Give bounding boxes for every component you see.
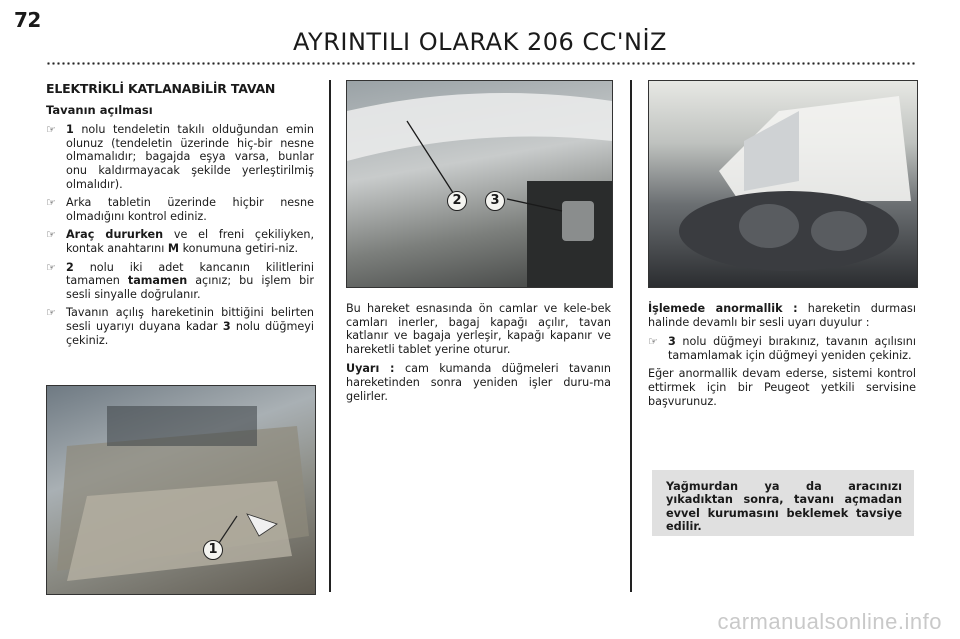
warning-text: cam kumanda düğmeleri tavanın hareketinden sonra yeniden işler duru-ma gelirler. xyxy=(346,362,611,403)
warning-paragraph xyxy=(346,362,611,403)
trunk-photo xyxy=(46,385,316,595)
step-item xyxy=(648,335,916,362)
roof-illustration xyxy=(347,81,612,287)
step-text: nolu tendeletin takılı olduğundan emin olunuz (tendeletin üzerinde hiç-bir nesne olmamalıdır; bagajda eşya varsa, bunlar onu kaldırmayacak şekilde yerleştirilmiş olmalıdır). xyxy=(66,123,314,191)
step-item xyxy=(46,306,314,347)
pointing-hand-icon: ☞ xyxy=(46,260,56,274)
step-text: konumuna getiri-niz. xyxy=(179,241,299,255)
callout-3: 3 xyxy=(485,191,505,211)
trunk-illustration xyxy=(47,386,315,594)
callout-2: 2 xyxy=(447,191,467,211)
step-ref: M xyxy=(167,241,180,255)
roof-latch-photo xyxy=(346,80,613,288)
left-column xyxy=(46,82,314,352)
warning-label: Uyarı : xyxy=(346,362,395,376)
tip-box xyxy=(652,470,914,536)
step-item xyxy=(46,123,314,191)
subsection-title: Tavanın açılması xyxy=(46,102,153,117)
step-item xyxy=(46,261,314,302)
step-ref: 3 xyxy=(668,335,676,349)
column-divider-1 xyxy=(329,80,331,592)
page-number: 72 xyxy=(14,8,41,32)
section-title: ELEKTRİKLİ KATLANABİLİR TAVAN xyxy=(46,81,276,96)
tip-text: Yağmurdan ya da aracınızı yıkadıktan sonra, tavanı açmadan evvel kurumasını beklemek tavsiye edilir. xyxy=(666,480,902,534)
step-item xyxy=(46,228,314,255)
pointing-hand-icon: ☞ xyxy=(46,196,56,210)
malfunction-paragraph xyxy=(648,302,916,329)
page-title: AYRINTILI OLARAK 206 CC'NİZ xyxy=(293,28,667,56)
step-text: Tavanın açılış hareketinin bittiğini belirten sesli uyarıyı duyana kadar xyxy=(66,306,314,333)
middle-column xyxy=(346,302,611,409)
pointing-hand-icon: ☞ xyxy=(46,123,56,137)
step-item xyxy=(46,196,314,223)
pointing-hand-icon: ☞ xyxy=(46,228,56,242)
step-text: nolu düğmeyi bırakınız, tavanın açılısını tamamlamak için düğmeyi yeniden çekiniz. xyxy=(668,335,916,362)
service-paragraph: Eğer anormallik devam ederse, sistemi kontrol ettirmek için bir Peugeot yetkili servisine başvurunuz. xyxy=(648,367,916,408)
step-text: nolu iki adet kancanın kilitlerini tamamen xyxy=(66,260,314,288)
car-illustration xyxy=(649,81,917,287)
pointing-hand-icon: ☞ xyxy=(648,335,658,349)
step-text: nolu düğmeyi çekiniz. xyxy=(66,319,314,347)
operation-description: Bu hareket esnasında ön camlar ve kele-bek camları inerler, bagaj kapağı açılır, tavan katlanır ve bagaja yerleşir, kapağı kapanır ve hareketli tablet yerine oturur. xyxy=(346,302,611,356)
step-text: açınız; bu işlem bir sesli sinyalle doğrulanır. xyxy=(66,274,314,301)
malfunction-text: hareketin durması halinde devamlı bir sesli uyarı duyulur : xyxy=(648,302,916,329)
watermark: carmanualsonline.info xyxy=(717,609,942,634)
callout-1: 1 xyxy=(203,540,223,560)
step-ref: 2 xyxy=(66,260,74,274)
malfunction-label: İşlemede anormallik : xyxy=(648,302,798,315)
convertible-photo xyxy=(648,80,918,288)
step-text: ve el freni çekiliyken, kontak anahtarını xyxy=(66,228,314,255)
step-text: Arka tabletin üzerinde hiçbir nesne olmadığını kontrol ediniz. xyxy=(66,196,314,223)
step-emphasis: Araç dururken xyxy=(66,228,164,242)
step-ref: 3 xyxy=(222,319,231,333)
step-emphasis: tamamen xyxy=(127,274,188,288)
dotted-divider xyxy=(46,62,916,65)
column-divider-2 xyxy=(630,80,632,592)
step-ref: 1 xyxy=(66,123,74,137)
pointing-hand-icon: ☞ xyxy=(46,306,56,320)
right-column xyxy=(648,302,916,414)
